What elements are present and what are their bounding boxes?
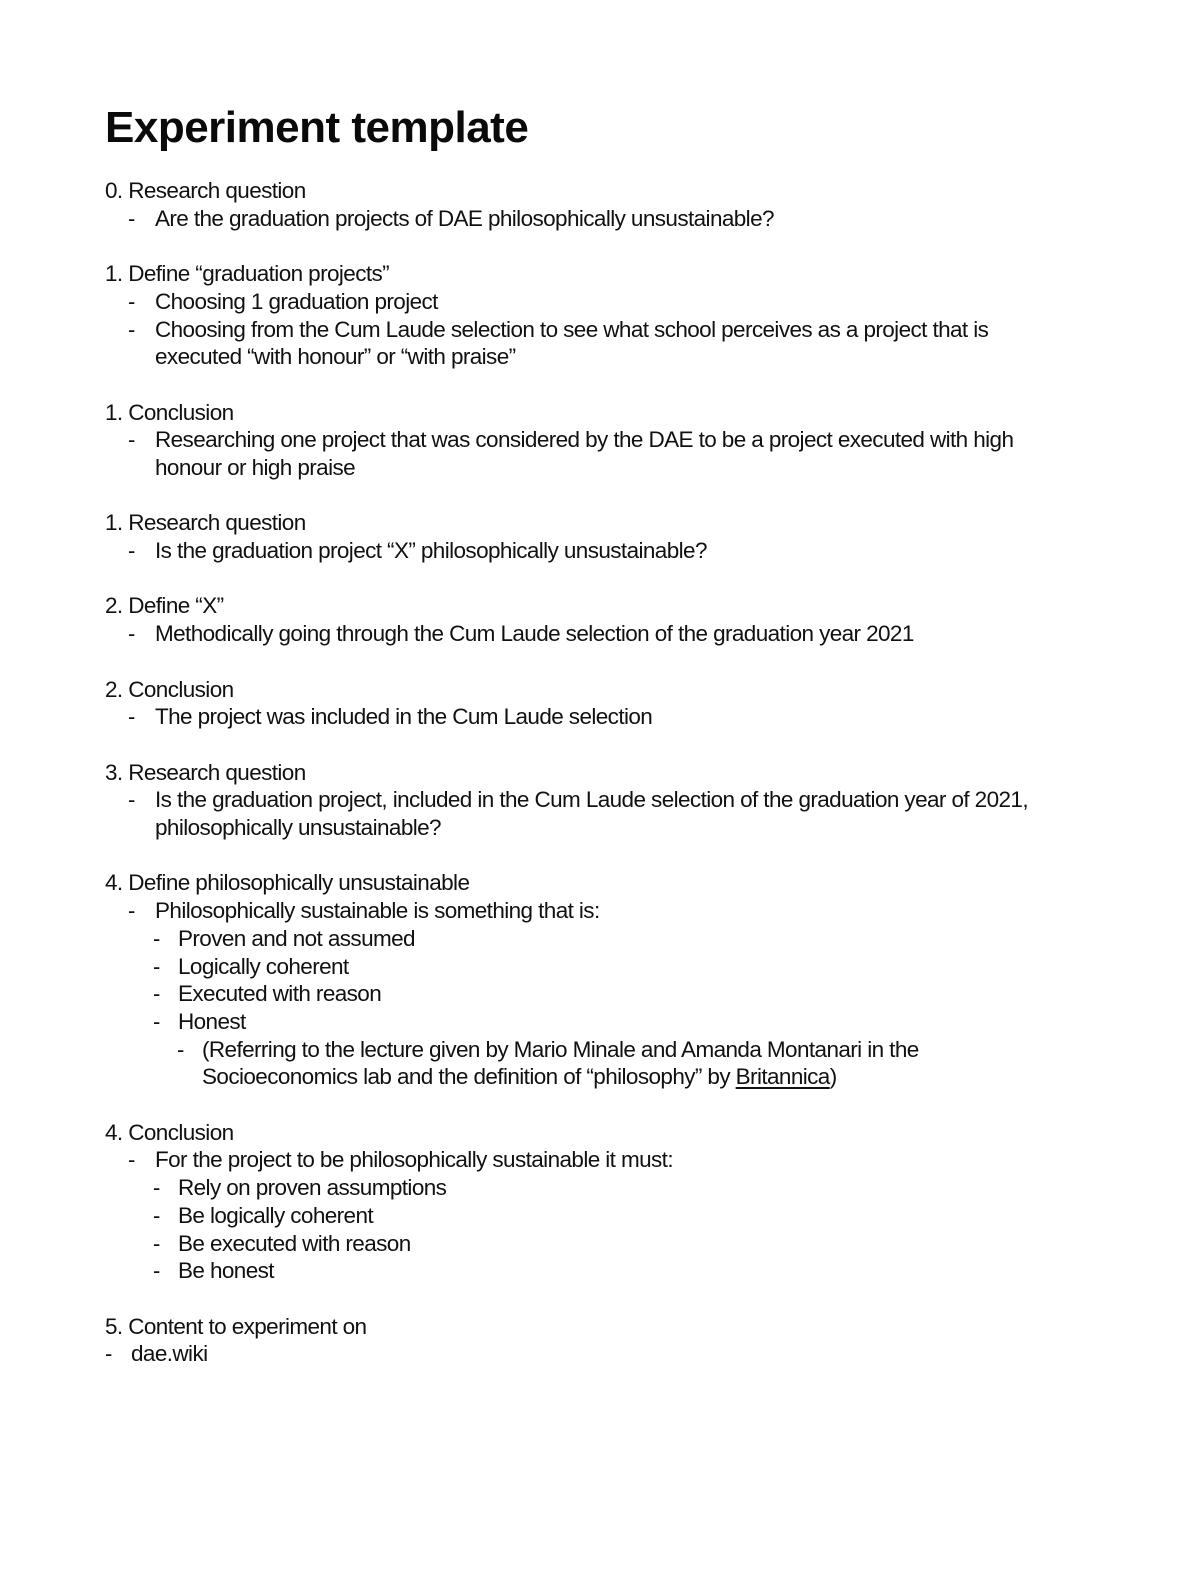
list-item bbox=[105, 786, 1065, 841]
sub-list-item bbox=[105, 925, 1065, 953]
bullet-list bbox=[105, 205, 1065, 233]
dash-bullet: - bbox=[128, 288, 135, 314]
section-conclusion-1 bbox=[105, 399, 1065, 482]
list-item bbox=[105, 620, 1065, 648]
britannica-link[interactable]: Britannica bbox=[735, 1064, 830, 1090]
dash-bullet: - bbox=[128, 704, 135, 730]
list-item-text: Choosing from the Cum Laude selection to see what school perceives as a project that is executed “with honour” or “with praise” bbox=[155, 316, 989, 370]
list-item-text: Are the graduation projects of DAE philosophically unsustainable? bbox=[155, 205, 774, 231]
sub-list-item bbox=[105, 953, 1065, 981]
list-item-text: The project was included in the Cum Laude selection bbox=[155, 704, 653, 730]
page-title: Experiment template bbox=[105, 103, 529, 152]
bullet-list bbox=[105, 426, 1065, 481]
bullet-list bbox=[105, 537, 1065, 565]
list-item-text: Logically coherent bbox=[178, 953, 349, 979]
note-text-end: ) bbox=[829, 1064, 837, 1090]
list-item bbox=[105, 205, 1065, 233]
section-conclusion-4 bbox=[105, 1119, 1065, 1285]
bullet-list bbox=[105, 703, 1065, 731]
list-item-text: Methodically going through the Cum Laude selection of the graduation year 2021 bbox=[155, 621, 914, 647]
dash-bullet: - bbox=[128, 205, 135, 231]
list-item bbox=[105, 1146, 1065, 1174]
dash-bullet: - bbox=[153, 925, 160, 951]
list-item-text: dae.wiki bbox=[131, 1341, 208, 1367]
list-item-text: Is the graduation project “X” philosophically unsustainable? bbox=[155, 538, 707, 564]
section-heading: 1. Define “graduation projects” bbox=[105, 261, 390, 287]
section-heading: 2. Define “X” bbox=[105, 593, 224, 619]
bullet-list bbox=[105, 786, 1065, 841]
dash-bullet: - bbox=[153, 1258, 160, 1284]
section-define-graduation-projects bbox=[105, 260, 1065, 371]
list-item-text: Be executed with reason bbox=[178, 1230, 411, 1256]
list-item-text: Researching one project that was considered by the DAE to be a project executed with high honour or high praise bbox=[155, 427, 1014, 480]
note-text: (Referring to the lecture given by Mario Minale and Amanda Montanari in the Socioeconomics lab and the definition of “philosophy” by bbox=[202, 1036, 919, 1090]
sub-list-item bbox=[105, 1174, 1065, 1202]
bullet-list bbox=[105, 620, 1065, 648]
dash-bullet: - bbox=[153, 1202, 160, 1228]
list-item bbox=[105, 426, 1065, 481]
section-research-question-0 bbox=[105, 177, 1065, 232]
dash-bullet: - bbox=[128, 787, 135, 813]
dash-bullet: - bbox=[128, 621, 135, 647]
dash-bullet: - bbox=[177, 1036, 184, 1062]
sub-list-item bbox=[105, 1230, 1065, 1258]
dash-bullet: - bbox=[153, 1230, 160, 1256]
note-list-item bbox=[105, 1036, 1065, 1091]
list-item bbox=[105, 537, 1065, 565]
section-conclusion-2 bbox=[105, 676, 1065, 731]
section-define-x bbox=[105, 592, 1065, 647]
section-heading: 3. Research question bbox=[105, 759, 306, 785]
list-item bbox=[105, 288, 1065, 316]
bullet-list bbox=[105, 288, 1065, 371]
list-item-text: Honest bbox=[178, 1008, 246, 1034]
section-define-philosophically-unsustainable bbox=[105, 869, 1065, 1091]
dash-bullet: - bbox=[128, 898, 135, 924]
section-heading: 4. Conclusion bbox=[105, 1119, 234, 1145]
section-heading: 5. Content to experiment on bbox=[105, 1313, 367, 1339]
section-heading: 0. Research question bbox=[105, 178, 306, 203]
list-item-text: For the project to be philosophically sustainable it must: bbox=[155, 1147, 673, 1173]
section-heading: 2. Conclusion bbox=[105, 676, 234, 702]
dash-bullet: - bbox=[128, 1147, 135, 1173]
section-heading: 4. Define philosophically unsustainable bbox=[105, 870, 470, 896]
list-item bbox=[105, 897, 1065, 925]
list-item bbox=[105, 316, 1065, 371]
list-item-text: Be honest bbox=[178, 1258, 274, 1284]
dash-bullet: - bbox=[128, 427, 135, 453]
sub-list-item bbox=[105, 1202, 1065, 1230]
dash-bullet: - bbox=[105, 1341, 112, 1367]
list-item-text: Choosing 1 graduation project bbox=[155, 288, 438, 314]
list-item-text: Philosophically sustainable is something that is: bbox=[155, 898, 600, 924]
bullet-list bbox=[105, 1146, 1065, 1285]
list-item-text: Proven and not assumed bbox=[178, 925, 415, 951]
sub-list-item bbox=[105, 1008, 1065, 1036]
dash-bullet: - bbox=[153, 1175, 160, 1201]
section-heading: 1. Research question bbox=[105, 510, 306, 536]
list-item bbox=[105, 703, 1065, 731]
list-item-text: Is the graduation project, included in the Cum Laude selection of the graduation year of 2021, philosophically unsustainable? bbox=[155, 787, 1028, 841]
list-item-text: Rely on proven assumptions bbox=[178, 1175, 447, 1201]
list-item-text: Be logically coherent bbox=[178, 1202, 374, 1228]
section-research-question-3 bbox=[105, 759, 1065, 842]
document-body bbox=[105, 177, 1065, 1396]
section-research-question-1 bbox=[105, 509, 1065, 564]
bullet-list bbox=[105, 1340, 1065, 1368]
dash-bullet: - bbox=[153, 953, 160, 979]
dash-bullet: - bbox=[153, 981, 160, 1007]
dash-bullet: - bbox=[128, 316, 135, 342]
dash-bullet: - bbox=[128, 538, 135, 564]
section-heading: 1. Conclusion bbox=[105, 399, 234, 425]
bullet-list bbox=[105, 897, 1065, 1091]
sub-list-item bbox=[105, 1257, 1065, 1285]
sub-list-item bbox=[105, 980, 1065, 1008]
dash-bullet: - bbox=[153, 1008, 160, 1034]
list-item bbox=[105, 1340, 1065, 1368]
list-item-text: Executed with reason bbox=[178, 981, 382, 1007]
section-content-to-experiment-on bbox=[105, 1313, 1065, 1368]
